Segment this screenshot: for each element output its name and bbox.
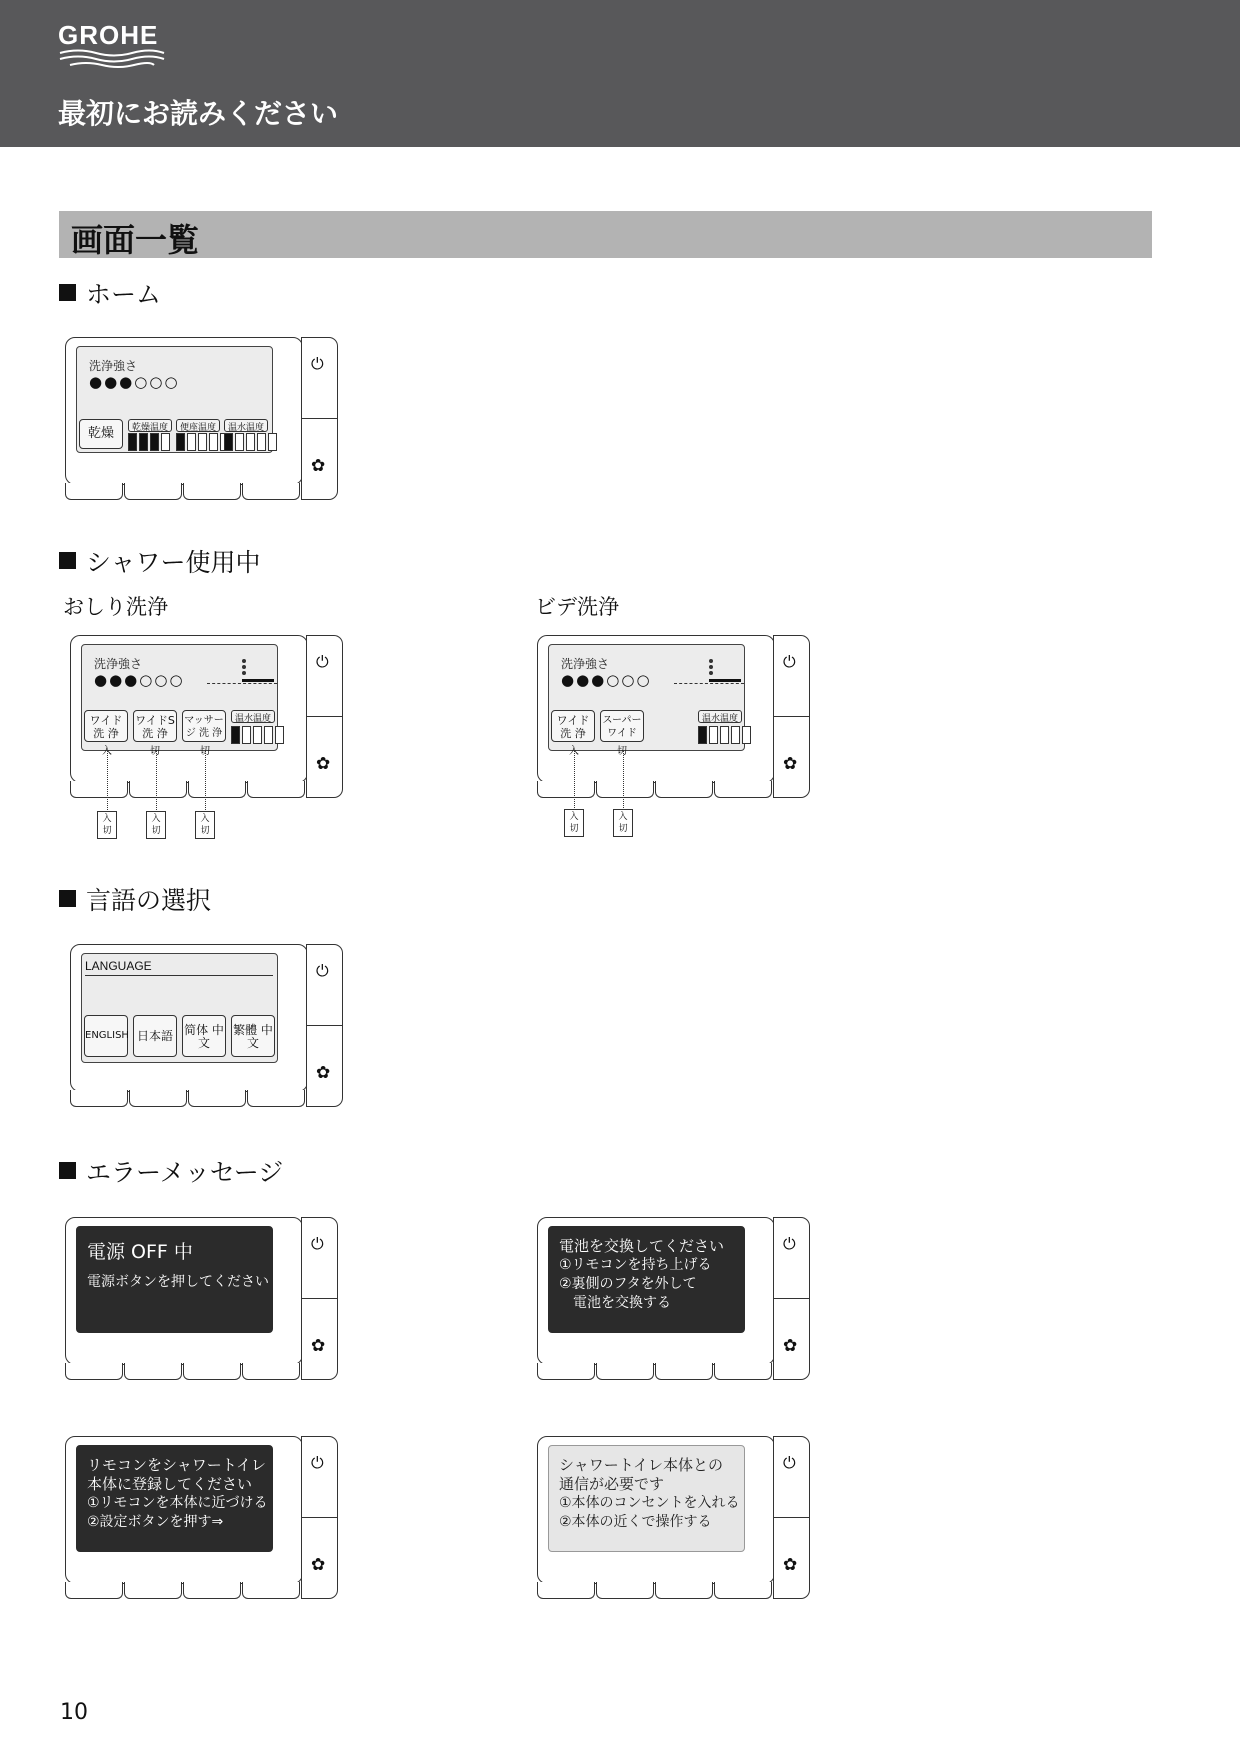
bottom-tab-2[interactable] <box>129 1090 187 1107</box>
bullet-square <box>59 284 76 301</box>
bottom-tab-2[interactable] <box>124 483 182 500</box>
language-screen <box>81 953 278 1063</box>
gear-icon[interactable]: ✿ <box>783 754 798 774</box>
remote-bottom-tabs <box>65 483 301 501</box>
remote-language <box>70 944 345 1111</box>
water-temp-level <box>698 726 751 744</box>
gear-icon[interactable]: ✿ <box>316 1063 331 1083</box>
communication-line-1: シャワートイレ本体との <box>559 1456 723 1474</box>
power-off-message: 電源 OFF 中 <box>87 1241 193 1263</box>
bottom-tab-2[interactable] <box>596 1582 654 1599</box>
bottom-tab-3[interactable] <box>655 1363 713 1380</box>
on-off-switch-icon: 入 切 <box>195 811 215 839</box>
bottom-tab-3[interactable] <box>188 1090 246 1107</box>
language-option-japanese[interactable]: 日本語 <box>133 1015 177 1057</box>
power-icon[interactable]: ⏻ <box>783 652 796 671</box>
dry-temp-level <box>128 433 170 451</box>
bidet-screen <box>548 644 745 757</box>
battery-line-4: 電池を交換する <box>559 1295 671 1311</box>
language-heading-text: 言語の選択 <box>86 886 212 915</box>
on-off-switch-icon: 入 切 <box>613 809 633 837</box>
remote-error-power-off <box>65 1217 340 1384</box>
battery-line-3: ②裏側のフタを外して <box>559 1276 697 1292</box>
register-line-4: ②設定ボタンを押す⇒ <box>87 1514 224 1530</box>
side-divider <box>302 1298 338 1299</box>
side-divider <box>302 418 338 419</box>
register-line-1: リモコンをシャワートイレ <box>87 1456 266 1474</box>
page-number: 10 <box>60 1700 88 1725</box>
bottom-tab-4[interactable] <box>247 781 305 798</box>
remote-side-panel <box>301 337 338 500</box>
remote-body <box>70 944 308 1092</box>
super-wide-state: 切 <box>617 746 627 757</box>
bottom-tab-3[interactable] <box>655 1582 713 1599</box>
gear-icon[interactable]: ✿ <box>311 1555 326 1575</box>
remote-side-panel <box>301 1436 338 1599</box>
leader-line <box>574 750 575 808</box>
register-line-3: ①リモコンを本体に近づける <box>87 1495 268 1511</box>
language-screen-title: LANGUAGE <box>85 959 152 973</box>
side-divider <box>307 1025 343 1026</box>
power-off-screen <box>76 1226 273 1333</box>
power-icon[interactable]: ⏻ <box>783 1234 796 1253</box>
remote-bidet <box>537 635 812 802</box>
wide-state: 入 <box>102 746 112 757</box>
side-divider <box>302 1517 338 1518</box>
bottom-tab-3[interactable] <box>183 1363 241 1380</box>
remote-home <box>65 337 340 504</box>
bidet-caption: ビデ洗浄 <box>535 595 619 619</box>
gear-icon[interactable]: ✿ <box>311 456 326 476</box>
power-icon[interactable]: ⏻ <box>311 354 324 373</box>
page-header-title: 最初にお読みください <box>58 97 339 130</box>
bottom-tab-2[interactable] <box>596 781 654 798</box>
remote-body <box>65 337 303 485</box>
power-icon[interactable]: ⏻ <box>311 1234 324 1253</box>
bullet-square <box>59 890 76 907</box>
remote-error-register <box>65 1436 340 1603</box>
bottom-tab-2[interactable] <box>124 1582 182 1599</box>
remote-body <box>537 635 775 783</box>
oshiri-caption: おしり洗浄 <box>63 595 168 619</box>
wash-strength-label: 洗浄強さ <box>94 657 143 671</box>
gear-icon[interactable]: ✿ <box>783 1555 798 1575</box>
remote-bottom-tabs <box>537 1582 773 1600</box>
home-heading-text: ホーム <box>86 280 162 309</box>
gear-icon[interactable]: ✿ <box>316 754 331 774</box>
super-wide-button[interactable]: スーパー ワイド <box>600 710 644 742</box>
remote-bottom-tabs <box>70 781 306 799</box>
bottom-tab-2[interactable] <box>124 1363 182 1380</box>
leader-line <box>205 750 206 810</box>
wide-s-state: 切 <box>150 746 160 757</box>
power-icon[interactable]: ⏻ <box>316 961 329 980</box>
tab-dry-temp[interactable]: 乾燥温度 <box>128 419 172 432</box>
bottom-tab-1[interactable] <box>70 1090 128 1107</box>
remote-side-panel <box>306 944 343 1107</box>
remote-bottom-tabs <box>65 1363 301 1381</box>
remote-bottom-tabs <box>537 1363 773 1381</box>
remote-side-panel <box>306 635 343 798</box>
remote-bottom-tabs <box>65 1582 301 1600</box>
bottom-tab-4[interactable] <box>714 1363 772 1380</box>
remote-body <box>65 1217 303 1365</box>
bottom-tab-3[interactable] <box>183 483 241 500</box>
tab-water-temp[interactable]: 温水温度 <box>224 419 268 432</box>
water-temp-level <box>231 726 284 744</box>
communication-line-3: ①本体のコンセントを入れる <box>559 1495 740 1511</box>
bottom-tab-1[interactable] <box>537 781 595 798</box>
bullet-square <box>59 1162 76 1179</box>
battery-message <box>559 1237 724 1313</box>
strength-dots: ●●●○○○ <box>94 671 185 689</box>
remote-side-panel <box>773 1436 810 1599</box>
errors-heading <box>59 1153 283 1189</box>
communication-screen <box>548 1445 745 1552</box>
bottom-tab-1[interactable] <box>70 781 128 798</box>
water-temp-level <box>224 433 277 451</box>
remote-error-communication <box>537 1436 812 1603</box>
register-screen <box>76 1445 273 1552</box>
oshiri-screen <box>81 644 278 757</box>
wash-strength-label: 洗浄強さ <box>561 657 610 671</box>
bottom-tab-4[interactable] <box>242 483 300 500</box>
remote-body <box>70 635 308 783</box>
bottom-tab-3[interactable] <box>188 781 246 798</box>
remote-bottom-tabs <box>537 781 773 799</box>
bottom-tab-2[interactable] <box>596 1363 654 1380</box>
remote-oshiri <box>70 635 345 802</box>
leader-line <box>156 750 157 810</box>
wide-s-wash-button[interactable]: ワイドS 洗 浄 <box>133 710 177 742</box>
register-line-2: 本体に登録してください <box>87 1475 253 1493</box>
bottom-tab-4[interactable] <box>242 1363 300 1380</box>
massage-state: 切 <box>200 746 210 757</box>
remote-side-panel <box>301 1217 338 1380</box>
remote-body <box>65 1436 303 1584</box>
dry-button[interactable]: 乾燥 <box>79 419 123 449</box>
remote-bottom-tabs <box>70 1090 306 1108</box>
bottom-tab-1[interactable] <box>65 1582 123 1599</box>
battery-line-1: 電池を交換してください <box>559 1237 725 1255</box>
logo-waves-icon <box>58 48 166 68</box>
side-divider <box>774 1298 810 1299</box>
tab-water-temp[interactable]: 温水温度 <box>231 710 275 723</box>
bottom-tab-4[interactable] <box>242 1582 300 1599</box>
communication-message <box>559 1456 740 1532</box>
section-title: 画面一覧 <box>71 221 200 259</box>
language-heading <box>59 881 211 917</box>
side-divider <box>774 1517 810 1518</box>
bottom-tab-3[interactable] <box>183 1582 241 1599</box>
power-icon[interactable]: ⏻ <box>316 652 329 671</box>
leader-line <box>623 750 624 808</box>
remote-body <box>537 1217 775 1365</box>
on-off-switch-icon: 入 切 <box>146 811 166 839</box>
bottom-tab-4[interactable] <box>714 781 772 798</box>
power-icon[interactable]: ⏻ <box>311 1453 324 1472</box>
language-option-traditional-chinese[interactable]: 繁體 中文 <box>231 1015 275 1057</box>
remote-body <box>537 1436 775 1584</box>
battery-screen <box>548 1226 745 1333</box>
errors-heading-text: エラーメッセージ <box>86 1158 284 1187</box>
remote-side-panel <box>773 1217 810 1380</box>
section-bar <box>59 211 1152 258</box>
home-heading <box>59 275 161 311</box>
page-header <box>0 0 1240 147</box>
power-icon[interactable]: ⏻ <box>783 1453 796 1472</box>
side-divider <box>307 716 343 717</box>
home-screen <box>76 346 273 453</box>
on-off-switch-icon: 入 切 <box>97 811 117 839</box>
title-rule <box>85 975 273 976</box>
bullet-square <box>59 552 76 569</box>
on-off-switch-icon: 入 切 <box>564 809 584 837</box>
bottom-tab-1[interactable] <box>65 1363 123 1380</box>
register-message <box>87 1456 268 1532</box>
remote-side-panel <box>773 635 810 798</box>
communication-line-2: 通信が必要です <box>559 1475 665 1493</box>
strength-dots: ●●●○○○ <box>89 373 180 391</box>
massage-wash-button[interactable]: マッサージ 洗 浄 <box>182 710 226 742</box>
shower-heading <box>59 543 261 579</box>
gear-icon[interactable]: ✿ <box>783 1336 798 1356</box>
bottom-tab-2[interactable] <box>129 781 187 798</box>
power-off-instruction: 電源ボタンを押してください <box>87 1274 269 1290</box>
bottom-tab-1[interactable] <box>537 1582 595 1599</box>
gear-icon[interactable]: ✿ <box>311 1336 326 1356</box>
wash-strength-label: 洗浄強さ <box>89 359 138 373</box>
shower-heading-text: シャワー使用中 <box>86 548 261 577</box>
wide-wash-button[interactable]: ワイド 洗 浄 <box>84 710 128 742</box>
bottom-tab-3[interactable] <box>655 781 713 798</box>
seat-temp-level <box>176 433 229 451</box>
bottom-tab-1[interactable] <box>537 1363 595 1380</box>
language-option-english[interactable]: ENGLISH <box>84 1015 128 1057</box>
leader-line <box>107 750 108 810</box>
remote-error-battery <box>537 1217 812 1384</box>
wide-wash-button[interactable]: ワイド 洗 浄 <box>551 710 595 742</box>
strength-dots: ●●●○○○ <box>561 671 652 689</box>
communication-line-4: ②本体の近くで操作する <box>559 1514 712 1530</box>
battery-line-2: ①リモコンを持ち上げる <box>559 1257 712 1273</box>
tab-seat-temp[interactable]: 便座温度 <box>176 419 220 432</box>
bottom-tab-4[interactable] <box>247 1090 305 1107</box>
bottom-tab-4[interactable] <box>714 1582 772 1599</box>
wide-state: 入 <box>569 746 579 757</box>
bottom-tab-1[interactable] <box>65 483 123 500</box>
language-option-simplified-chinese[interactable]: 简体 中文 <box>182 1015 226 1057</box>
tab-water-temp[interactable]: 温水温度 <box>698 710 742 723</box>
brand-logo: GROHE <box>58 20 159 50</box>
side-divider <box>774 716 810 717</box>
